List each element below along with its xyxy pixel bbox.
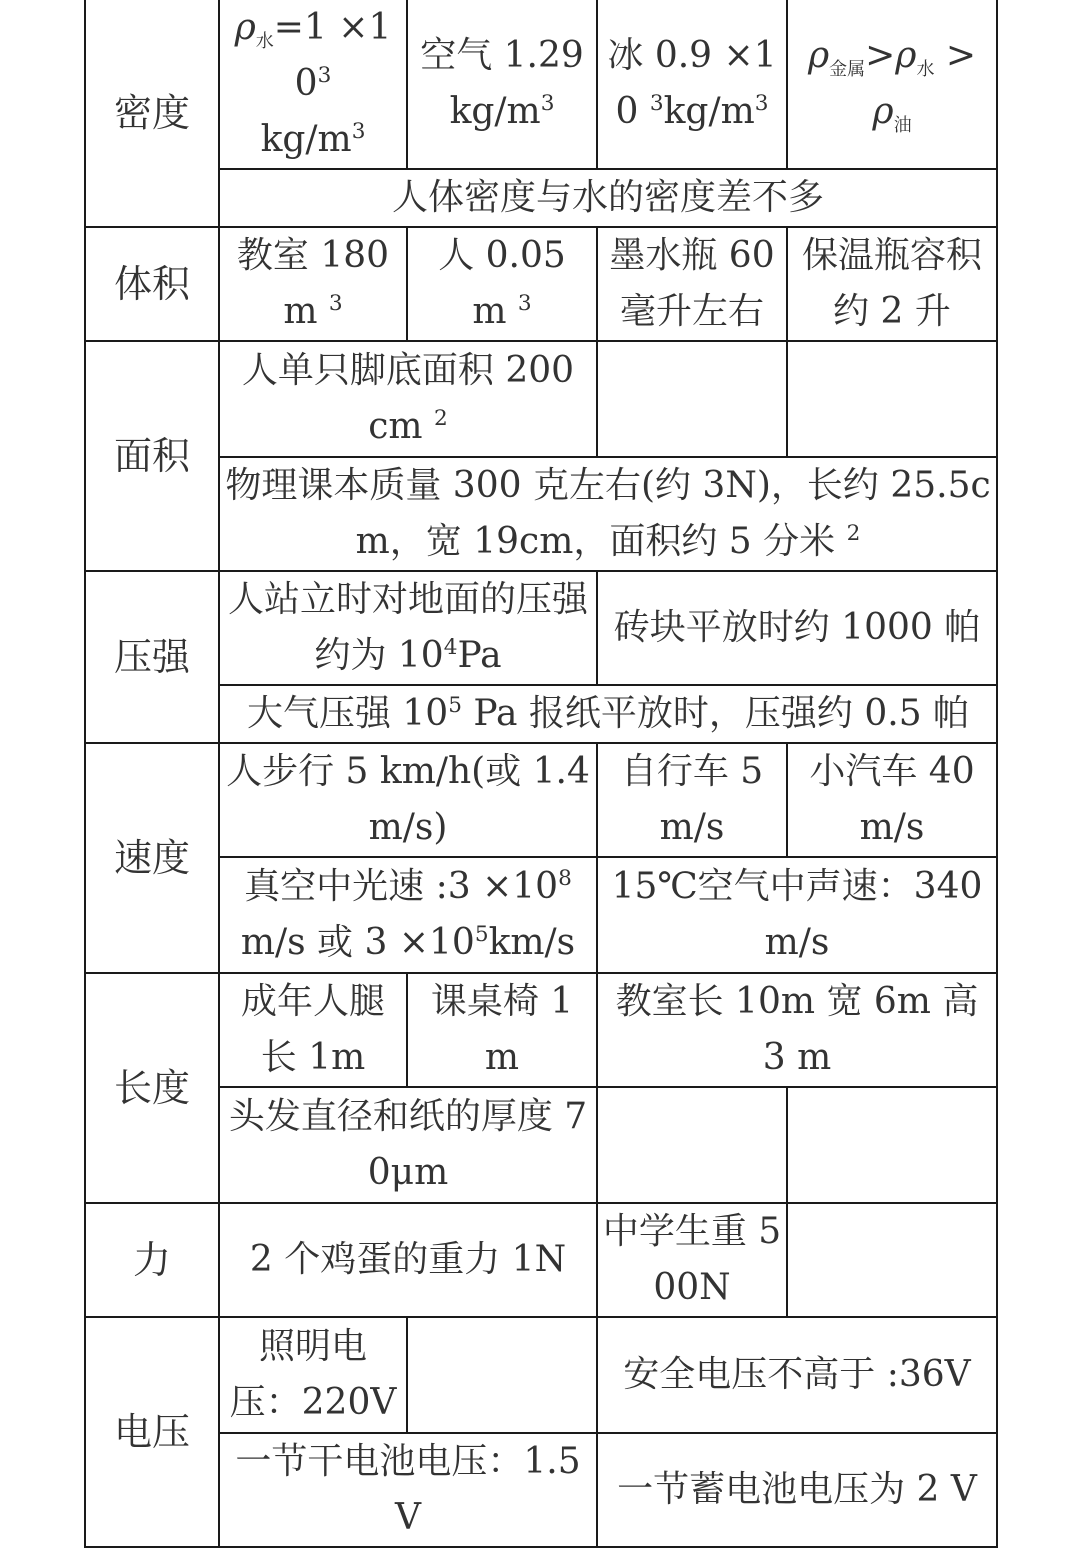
cell-empty — [787, 341, 997, 457]
cell-thermos: 保温瓶容积约 2 升 — [787, 227, 997, 341]
cell-dry-cell-voltage: 一节干电池电压：1.5 V — [219, 1433, 597, 1547]
category-voltage: 电压 — [85, 1317, 219, 1547]
cell-ice-density: 冰 0.9 ×1 0 $^3kg/m^3$ — [597, 0, 787, 169]
cell-light-speed: 真空中光速 :3 $\times 10^8$ m/s 或 $3 \times 10^5km/s$ — [219, 857, 597, 973]
cell-bicycle-speed: 自行车 5 m/s — [597, 743, 787, 857]
cell-walking-speed: 人步行 5 km/h(或 1.4 m/s) — [219, 743, 597, 857]
category-length: 长度 — [85, 973, 219, 1203]
cell-car-speed: 小汽车 40 m/s — [787, 743, 997, 857]
category-force: 力 — [85, 1203, 219, 1317]
cell-ink-bottle: 墨水瓶 60 毫升左右 — [597, 227, 787, 341]
cell-empty — [787, 1203, 997, 1317]
cell-brick-pressure: 砖块平放时约 1000 帕 — [597, 571, 997, 685]
cell-textbook: 物理课本质量 300 克左右(约 3N)，长约 25.5cm，宽 19cm，面积约 5 分米 $^2$ — [219, 457, 997, 571]
cell-safe-voltage: 安全电压不高于 :36V — [597, 1317, 997, 1433]
cell-empty — [597, 1087, 787, 1203]
cell-standing-pressure: 人站立时对地面的压强约为 $10^4Pa$ — [219, 571, 597, 685]
cell-air-density: 空气 1.29 $kg/m^3$ — [407, 0, 597, 169]
cell-leg-length: 成年人腿长 1m — [219, 973, 407, 1087]
cell-battery-voltage: 一节蓄电池电压为 2 V — [597, 1433, 997, 1547]
cell-hair-diameter: 头发直径和纸的厚度 70μm — [219, 1087, 597, 1203]
cell-eggs-weight: 2 个鸡蛋的重力 1N — [219, 1203, 597, 1317]
cell-density-compare: $\rho_{金属}>\rho_水$ > $\rho_油$ — [787, 0, 997, 169]
category-pressure: 压强 — [85, 571, 219, 743]
category-density: 密度 — [85, 0, 219, 227]
cell-desk-height: 课桌椅 1 m — [407, 973, 597, 1087]
cell-water-density: $\rho_水=1 \times 10^3$ $kg/m^3$ — [219, 0, 407, 169]
category-volume: 体积 — [85, 227, 219, 341]
cell-lighting-voltage: 照明电压：220V — [219, 1317, 407, 1433]
cell-atmosphere: 大气压强 $10^5$ Pa 报纸平放时，压强约 0.5 帕 — [219, 685, 997, 743]
cell-classroom-volume: 教室 180 m $^3$ — [219, 227, 407, 341]
cell-density-note: 人体密度与水的密度差不多 — [219, 169, 997, 227]
cell-person-volume: 人 0.05 m $^3$ — [407, 227, 597, 341]
cell-empty — [597, 341, 787, 457]
category-speed: 速度 — [85, 743, 219, 973]
physics-estimates-table — [84, 0, 998, 1548]
cell-foot-area: 人单只脚底面积 200 cm $^2$ — [219, 341, 597, 457]
cell-empty — [407, 1317, 597, 1433]
category-area: 面积 — [85, 341, 219, 571]
cell-sound-speed: 15℃空气中声速：340 m/s — [597, 857, 997, 973]
cell-classroom-size: 教室长 10m 宽 6m 高 3 m — [597, 973, 997, 1087]
cell-empty — [787, 1087, 997, 1203]
cell-student-weight: 中学生重 500N — [597, 1203, 787, 1317]
